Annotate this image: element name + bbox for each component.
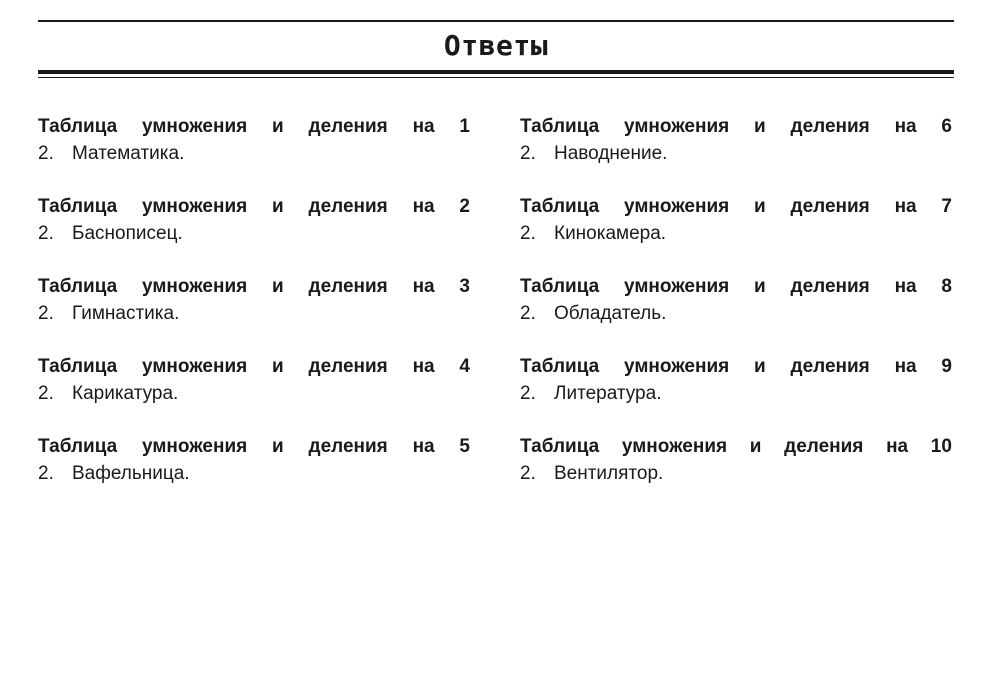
answer-block bbox=[38, 434, 470, 514]
heading-word: деления bbox=[308, 116, 388, 137]
section-heading bbox=[38, 194, 470, 220]
heading-word: и bbox=[754, 276, 766, 297]
heading-word: на bbox=[894, 356, 917, 377]
answer-number: 2. bbox=[38, 223, 54, 244]
heading-word: на bbox=[886, 436, 909, 457]
answer-text: Литература. bbox=[554, 383, 662, 404]
heading-word: умножения bbox=[624, 196, 730, 217]
heading-word: 6 bbox=[941, 116, 952, 137]
heading-word: 10 bbox=[930, 436, 952, 457]
heading-word: деления bbox=[308, 196, 388, 217]
heading-word: Таблица bbox=[520, 116, 600, 137]
heading-word: Таблица bbox=[520, 276, 600, 297]
heading-word: умножения bbox=[624, 356, 730, 377]
answer-line bbox=[520, 140, 952, 168]
heading-word: Таблица bbox=[38, 436, 118, 457]
answer-text: Гимнастика. bbox=[72, 303, 180, 324]
heading-word: на bbox=[894, 116, 917, 137]
section-heading bbox=[38, 354, 470, 380]
page-title: Ответы bbox=[443, 29, 549, 62]
heading-word: 3 bbox=[459, 276, 470, 297]
heading-word: 4 bbox=[459, 356, 470, 377]
heading-word: 2 bbox=[459, 196, 470, 217]
heading-word: деления bbox=[308, 436, 388, 457]
heading-word: и bbox=[754, 196, 766, 217]
heading-word: и bbox=[754, 116, 766, 137]
heading-word: деления bbox=[308, 276, 388, 297]
answer-text: Математика. bbox=[72, 143, 185, 164]
heading-word: на bbox=[412, 196, 435, 217]
heading-word: Таблица bbox=[520, 196, 600, 217]
heading-word: умножения bbox=[142, 356, 248, 377]
section-heading bbox=[520, 194, 952, 220]
section-heading bbox=[38, 434, 470, 460]
heading-word: и bbox=[272, 356, 284, 377]
section-heading bbox=[38, 114, 470, 140]
heading-word: умножения bbox=[142, 276, 248, 297]
heading-word: деления bbox=[790, 356, 870, 377]
answer-block bbox=[38, 354, 470, 434]
answer-block bbox=[38, 274, 470, 354]
answer-number: 2. bbox=[38, 383, 54, 404]
heading-word: Таблица bbox=[520, 436, 600, 457]
answer-number: 2. bbox=[520, 383, 536, 404]
answer-text: Обладатель. bbox=[554, 303, 667, 324]
heading-word: умножения bbox=[624, 116, 730, 137]
answer-line bbox=[38, 140, 470, 168]
heading-word: умножения bbox=[621, 436, 728, 457]
heading-word: на bbox=[894, 196, 917, 217]
heading-word: и bbox=[272, 116, 284, 137]
heading-word: умножения bbox=[142, 196, 248, 217]
header-rule-thin bbox=[38, 77, 954, 78]
heading-word: и bbox=[749, 436, 762, 457]
heading-word: деления bbox=[308, 356, 388, 377]
heading-word: и bbox=[272, 436, 284, 457]
heading-word: и bbox=[754, 356, 766, 377]
answer-line bbox=[520, 300, 952, 328]
answer-block bbox=[520, 194, 952, 274]
heading-word: Таблица bbox=[520, 356, 600, 377]
heading-word: 8 bbox=[941, 276, 952, 297]
heading-word: и bbox=[272, 196, 284, 217]
answer-line bbox=[520, 460, 952, 488]
answer-text: Баснописец. bbox=[72, 223, 183, 244]
header-rule-thick bbox=[38, 70, 954, 74]
answer-number: 2. bbox=[38, 463, 54, 484]
answer-block bbox=[38, 194, 470, 274]
heading-word: на bbox=[412, 436, 435, 457]
answer-block bbox=[520, 274, 952, 354]
heading-word: Таблица bbox=[38, 116, 118, 137]
answer-text: Наводнение. bbox=[554, 143, 668, 164]
heading-word: 7 bbox=[941, 196, 952, 217]
answer-number: 2. bbox=[520, 303, 536, 324]
answer-line bbox=[520, 220, 952, 248]
answer-number: 2. bbox=[520, 463, 536, 484]
answer-block bbox=[520, 354, 952, 434]
heading-word: умножения bbox=[142, 436, 248, 457]
answer-line bbox=[38, 300, 470, 328]
heading-word: и bbox=[272, 276, 284, 297]
answer-number: 2. bbox=[520, 143, 536, 164]
section-heading bbox=[520, 354, 952, 380]
heading-word: умножения bbox=[624, 276, 730, 297]
answers-column-right bbox=[520, 114, 952, 514]
heading-word: деления bbox=[790, 276, 870, 297]
answer-text: Вентилятор. bbox=[554, 463, 664, 484]
heading-word: деления bbox=[784, 436, 864, 457]
answer-block bbox=[38, 114, 470, 194]
answer-block bbox=[520, 434, 952, 514]
heading-word: 9 bbox=[941, 356, 952, 377]
heading-word: 5 bbox=[459, 436, 470, 457]
heading-word: Таблица bbox=[38, 196, 118, 217]
heading-word: Таблица bbox=[38, 356, 118, 377]
answers-column-left bbox=[38, 114, 470, 514]
heading-word: на bbox=[894, 276, 917, 297]
heading-word: умножения bbox=[142, 116, 248, 137]
answer-line bbox=[38, 460, 470, 488]
heading-word: деления bbox=[790, 196, 870, 217]
answer-text: Карикатура. bbox=[72, 383, 179, 404]
answer-number: 2. bbox=[38, 143, 54, 164]
heading-word: на bbox=[412, 356, 435, 377]
section-heading bbox=[520, 114, 952, 140]
section-heading bbox=[520, 274, 952, 300]
answer-text: Вафельница. bbox=[72, 463, 190, 484]
answer-block bbox=[520, 114, 952, 194]
header-rule-top bbox=[38, 20, 954, 22]
answer-number: 2. bbox=[520, 223, 536, 244]
answer-number: 2. bbox=[38, 303, 54, 324]
answer-line bbox=[38, 380, 470, 408]
heading-word: на bbox=[412, 276, 435, 297]
answer-line bbox=[520, 380, 952, 408]
section-heading bbox=[38, 274, 470, 300]
section-heading bbox=[520, 434, 952, 460]
heading-word: деления bbox=[790, 116, 870, 137]
answer-text: Кинокамера. bbox=[554, 223, 667, 244]
answer-line bbox=[38, 220, 470, 248]
heading-word: на bbox=[412, 116, 435, 137]
heading-word: 1 bbox=[459, 116, 470, 137]
heading-word: Таблица bbox=[38, 276, 118, 297]
